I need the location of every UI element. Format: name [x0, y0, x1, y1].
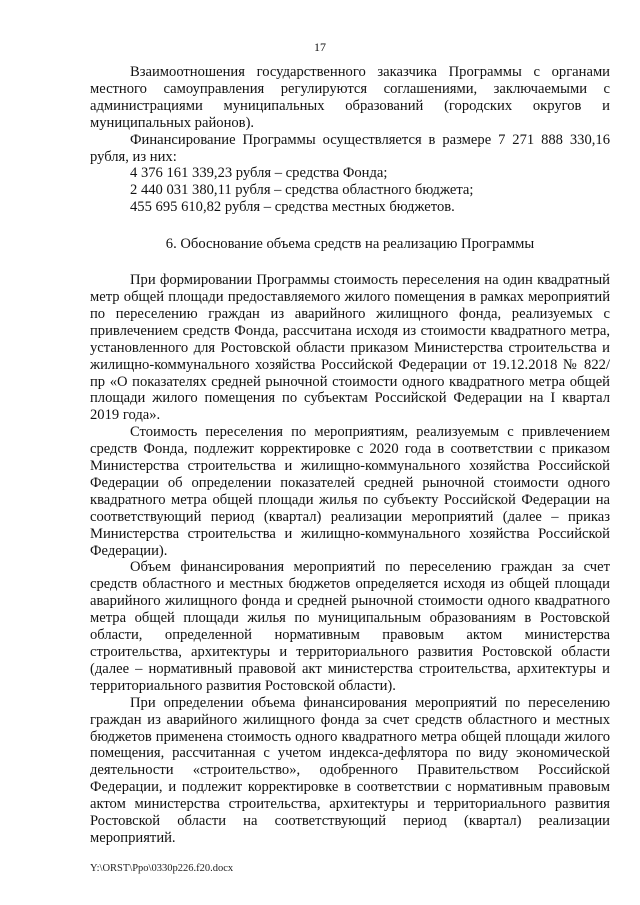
paragraph-deflator: При определении объема финансирования мероприятий по переселению граждан из аварийного жилищного фонда за счет средств областного и местных бюджетов применена стоимость одного квадратного метра общей площади жилого помещения, рассчитанная с учетом индекса-дефлятора по виду экономической деятельности «строительство», одобренного Правительством Российской Федерации, и подлежит корректировке в соответствии с нормативным правовым актом министерства строительства, архитектуры и территориального развития Ростовской области на соответствующий период (квартал) реализации мероприятий. [90, 694, 610, 846]
section-heading: 6. Обоснование объема средств на реализацию Программы [165, 236, 535, 253]
paragraph-financing: Финансирование Программы осуществляется в размере 7 271 888 330,16 рубля, из них: [90, 131, 610, 165]
paragraph-cost-adjustment: Стоимость переселения по мероприятиям, реализуемым с привлечением средств Фонда, подлежит корректировке с 2020 года в соответствии с приказом Министерства строительства и жилищно-коммунального хозяйства Российской Федерации об определении показателей средней рыночной стоимости одного квадратного метра общей площади жилья по субъекту Российской Федерации на соответствующий период (квартал) реализации мероприятий (далее – приказ Министерства строительства и жилищно-коммунального хозяйства Российской Федерации). [90, 424, 610, 559]
paragraph-relations: Взаимоотношения государственного заказчика Программы с органами местного самоуправления регулируются соглашениями, заключаемыми с администрациями муниципальных образований (городских округов и муниципальных районов). [90, 64, 610, 131]
paragraph-cost-basis: При формировании Программы стоимость переселения на один квадратный метр общей площади предоставляемого жилого помещения в рамках мероприятий по переселению граждан из аварийного жилищного фонда, реализуемых с привлечением средств Фонда, рассчитана исходя из стоимости квадратного метра, установленного для Ростовской области приказом Министерства строительства и жилищно-коммунального хозяйства Российской Федерации от 19.12.2018 № 822/пр «О показателях средней рыночной стоимости одного квадратного метра общей площади жилого помещения по субъектам Российской Федерации на I квартал 2019 года». [90, 272, 610, 424]
footer-file-path: Y:\ORST\Ppo\0330p226.f20.docx [90, 863, 234, 874]
paragraph-funding-volume: Объем финансирования мероприятий по переселению граждан за счет средств областного и местных бюджетов определяется исходя из общей площади аварийного жилищного фонда и средней рыночной стоимости одного квадратного метра общей площади жилья по муниципальным образованиям в Ростовской области, определенной нормативным правовым актом министерства строительства, архитектуры и территориального развития Ростовской области (далее – нормативный правовой акт министерства строительства, архитектуры и территориального развития Ростовской области). [90, 559, 610, 694]
list-item-regional-budget: 2 440 031 380,11 рубля – средства областного бюджета; [130, 182, 474, 199]
list-item-fund: 4 376 161 339,23 рубля – средства Фонда; [130, 165, 388, 182]
page-number: 17 [314, 40, 326, 54]
list-item-local-budgets: 455 695 610,82 рубля – средства местных бюджетов. [130, 199, 455, 216]
document-body [90, 64, 610, 847]
